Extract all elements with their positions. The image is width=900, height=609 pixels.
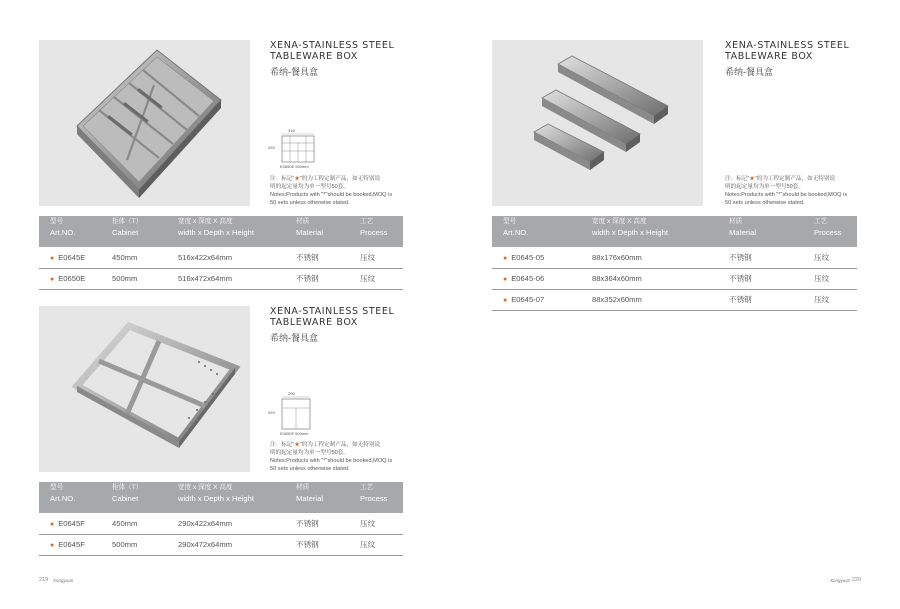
header-material [285,216,349,247]
product-subtitle: 希纳-餐具盒 [725,67,773,77]
note-text: 注：标记“ [270,176,295,182]
product-subtitle: 希纳-餐具盒 [270,333,318,343]
cell-material: 不锈钢 [718,289,803,310]
cell-size: 516x422x64mm [167,247,285,268]
spec-table [39,482,403,556]
tableware-tray-illustration [39,40,250,206]
note-text-en: 50 sets unless otherwise stated. [270,200,350,206]
code-text: E0645-07 [511,295,545,304]
diagram-width-label: 316 [288,128,295,133]
note-text-en: 50 sets unless otherwise stated. [725,200,805,206]
header-size [581,216,718,247]
product-title [725,40,849,62]
header-art-no [39,482,101,513]
table-row [39,268,403,289]
cell-material: 不锈钢 [285,534,349,555]
spec-table [39,216,403,290]
diagram-height-label: 493 [268,145,275,150]
note-text: ”的为工程定制产品，如无特别说 [754,176,836,182]
page-number-left: 219 [39,577,49,583]
table-row [39,513,403,534]
note-text: 明的起定量均为单一型号50套。 [725,184,804,190]
cell-material: 不锈钢 [718,268,803,289]
cell-process: 压纹 [349,513,403,534]
order-note [725,175,865,207]
header-art-no [492,216,581,247]
cell-size: 88x176x60mm [581,247,718,268]
header-cn: 材质 [296,218,310,225]
star-mark: ★ [749,176,755,182]
table-header-row [39,482,403,513]
cell-cabinet: 450mm [101,247,167,268]
note-text: ”的为工程定制产品，如无特别说 [299,176,381,182]
cell-process: 压纹 [349,534,403,555]
header-size [167,216,285,247]
cell-process: 压纹 [803,268,857,289]
title-line-2: TABLEWARE BOX [725,51,813,62]
header-cn: 型号 [503,218,517,225]
note-text: 注：标记“ [725,176,750,182]
header-en: Art.NO. [50,228,76,237]
cell-material: 不锈钢 [285,268,349,289]
cell-size: 516x472x64mm [167,268,285,289]
cell-size: 290x422x64mm [167,513,285,534]
code-text: E0650E [58,274,86,283]
header-cn: 工艺 [814,218,828,225]
cell-process: 压纹 [803,289,857,310]
order-note [270,175,410,207]
header-cn: 宽度 x 深度 X 高度 [178,218,233,225]
code-text: E0645F [58,540,85,549]
header-process [803,216,857,247]
cell-material: 不锈钢 [285,247,349,268]
cell-cabinet: 450mm [101,513,167,534]
title-line-2: TABLEWARE BOX [270,317,358,328]
table-row [492,247,857,268]
cell-material: 不锈钢 [718,247,803,268]
title-line-1: XENA-STAINLESS STEEL [725,40,850,51]
star-mark: ★ [294,442,300,448]
header-en: width x Depth x Height [178,228,254,237]
table-row [492,268,857,289]
bullet-icon: ● [50,542,55,549]
dimension-diagram [268,127,322,172]
cell-process: 压纹 [349,268,403,289]
note-text-en: Notes:Products with "*"should be booked,MOQ is [725,192,848,198]
header-cn: 柜体（T） [112,218,143,225]
header-en: Process [360,494,388,503]
cell-size: 88x352x60mm [581,289,718,310]
header-process [349,482,403,513]
header-en: Material [296,494,324,503]
product-title [270,306,394,328]
star-mark: ★ [294,176,300,182]
cutlery-boxes-illustration [492,40,703,206]
cell-code [492,247,581,268]
cell-size: 290x472x64mm [167,534,285,555]
header-en: width x Depth x Height [178,494,254,503]
order-note [270,441,410,473]
header-en: Material [296,228,324,237]
header-material [718,216,803,247]
header-cn: 型号 [50,484,64,491]
header-cn: 宽度 x 深度 X 高度 [178,484,233,491]
code-text: E0645-05 [511,252,545,262]
bullet-icon: ● [50,276,55,283]
header-en: Art.NO. [50,494,76,503]
note-text: 注：标记“ [270,442,295,448]
header-cn: 柜体（T） [112,484,143,491]
header-en: Cabinet [112,494,139,503]
header-material [285,482,349,513]
cell-process: 压纹 [349,247,403,268]
note-text: 明的起定量均为单一型号50套。 [270,184,349,190]
spec-table [492,216,857,311]
bullet-icon: ● [50,254,55,262]
code-text: E0645E [58,252,86,262]
note-text-en: 50 sets unless otherwise stated. [270,466,350,472]
bullet-icon: ● [503,276,508,283]
header-art-no [39,216,101,247]
cell-material: 不锈钢 [285,513,349,534]
product-photo-tray-large [39,40,250,206]
header-en: Cabinet [112,228,139,237]
table-row [39,247,403,268]
product-title [270,40,394,62]
header-cn: 工艺 [360,484,374,491]
table-row [39,534,403,555]
header-cn: 材质 [296,484,310,491]
note-text-en: Notes:Products with "*"should be booked,MOQ is [270,192,393,198]
diagram-caption: E0650F 500mm [280,431,309,436]
title-line-1: XENA-STAINLESS STEEL [270,306,395,317]
table-header-row [39,216,403,247]
header-en: width x Depth x Height [592,228,668,237]
header-process [349,216,403,247]
cell-process: 压纹 [803,247,857,268]
title-line-2: TABLEWARE BOX [270,51,358,62]
header-size [167,482,285,513]
table-header-row [492,216,857,247]
bullet-icon: ● [50,520,55,528]
bullet-icon: ● [503,254,508,262]
table-row [492,289,857,310]
diagram-caption: E0650E 500mm [280,164,309,169]
header-en: Process [360,228,388,237]
header-cn: 宽度 x 深度 X 高度 [592,218,647,225]
header-en: Material [729,228,757,237]
page-number-right: 220 [852,577,862,583]
code-text: E0645-06 [511,274,545,283]
cell-size: 88x364x60mm [581,268,718,289]
bullet-icon: ● [503,297,508,304]
brand-right: Xongyuan [830,578,851,583]
cell-code [39,247,101,268]
header-cn: 材质 [729,218,743,225]
note-text-en: Notes:Products with "*"should be booked,MOQ is [270,458,393,464]
product-photo-tray-open [39,306,250,472]
cell-code [39,534,101,555]
tableware-frame-illustration [39,306,250,472]
cell-code [492,289,581,310]
header-cabinet [101,216,167,247]
cell-code [39,268,101,289]
code-text: E0645F [58,518,85,528]
cell-code [492,268,581,289]
note-text: 明的起定量均为单一型号50套。 [270,450,349,456]
cell-code [39,513,101,534]
brand-left: Xongyuan [53,578,74,583]
cell-cabinet: 500mm [101,268,167,289]
header-cn: 型号 [50,218,64,225]
diagram-height-label: 493 [268,410,275,415]
product-subtitle: 希纳-餐具盒 [270,67,318,77]
header-cabinet [101,482,167,513]
note-text: ”的为工程定制产品，如无特别说 [299,442,381,448]
dimension-diagram [268,390,322,438]
header-en: Art.NO. [503,228,529,237]
product-photo-cutlery-boxes [492,40,703,206]
diagram-width-label: 290 [288,391,295,396]
header-en: Process [814,228,842,237]
cell-cabinet: 500mm [101,534,167,555]
title-line-1: XENA-STAINLESS STEEL [270,40,395,51]
header-cn: 工艺 [360,218,374,225]
